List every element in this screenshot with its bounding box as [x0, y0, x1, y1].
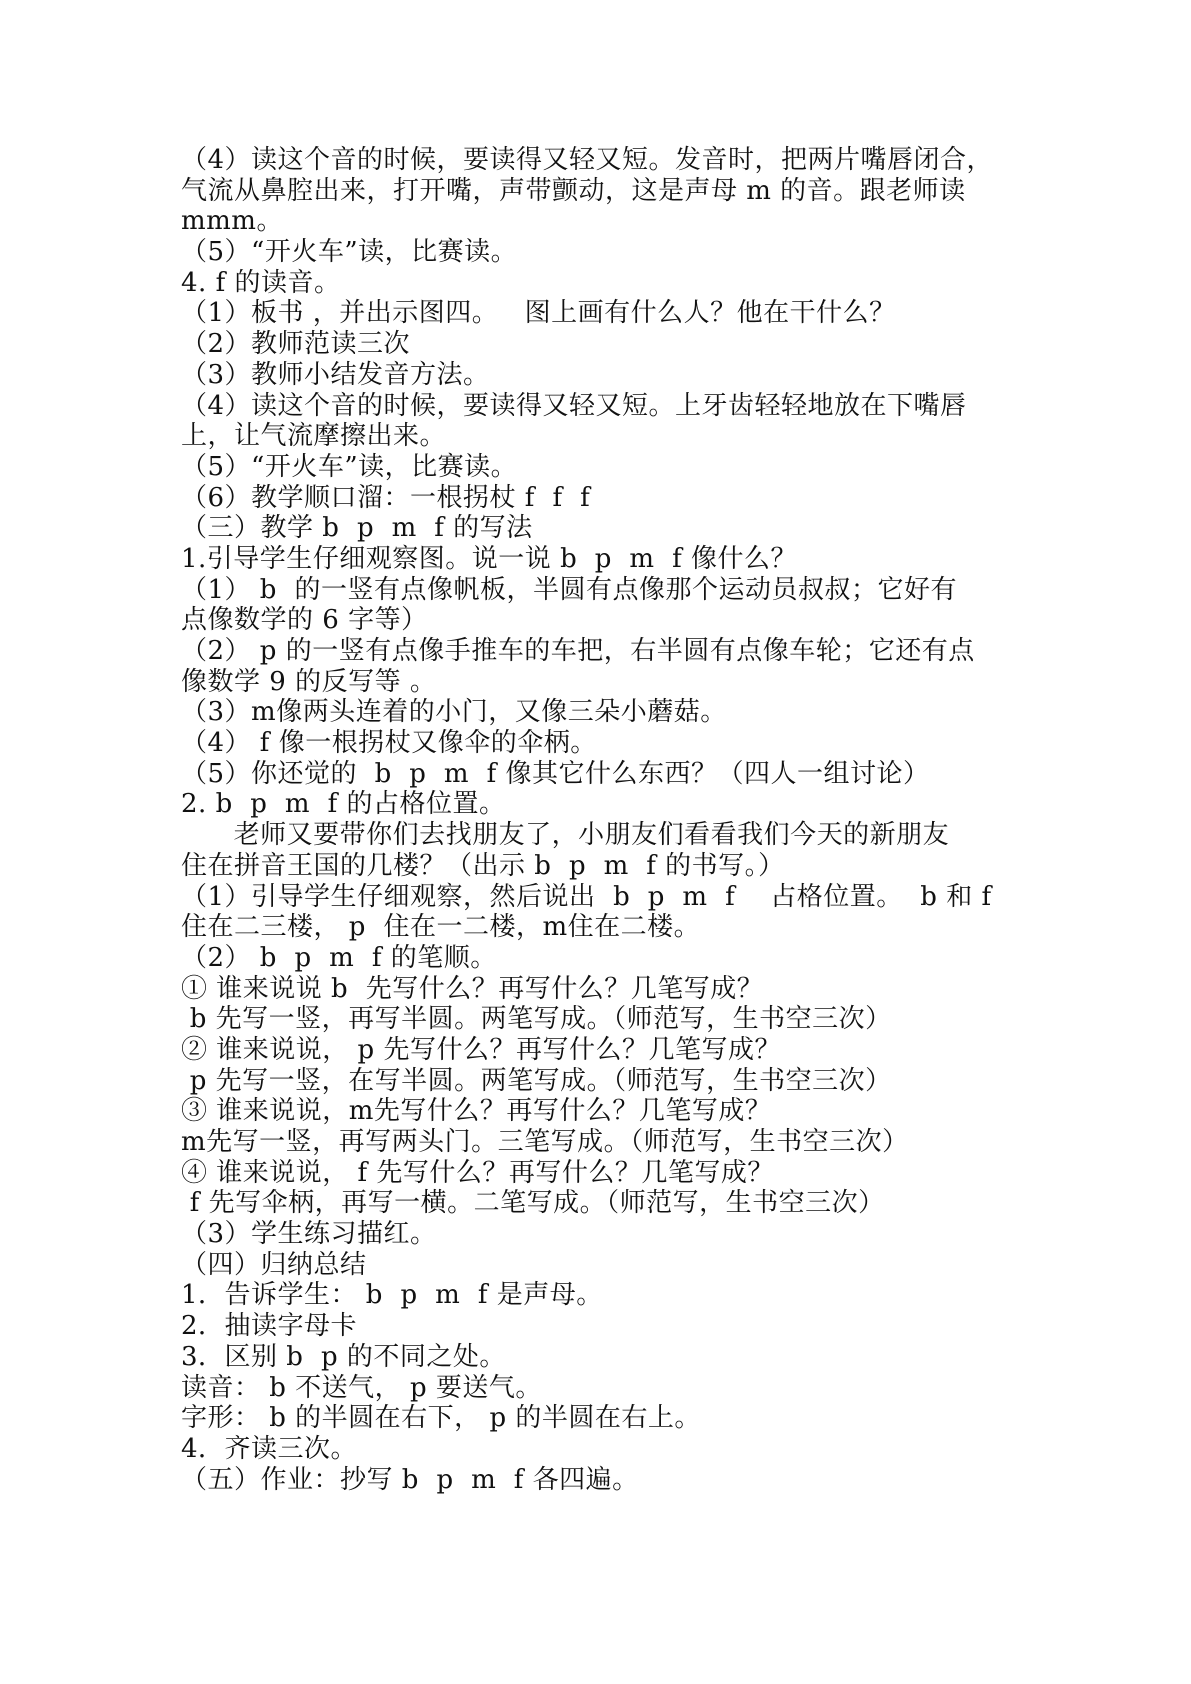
text-line: （2） b p m f 的笔顺。 — [181, 942, 497, 973]
text-line: （3）教师小结发音方法。 — [181, 359, 490, 390]
text-line: 点像数学的 6 字等） — [181, 605, 428, 636]
text-line: （5）“开火车”读，比赛读。 — [181, 237, 518, 268]
text-line: ① 谁来说说 b 先写什么？再写什么？几笔写成？ — [181, 973, 764, 1004]
text-line: （3）m像两头连着的小门，又像三朵小蘑菇。 — [181, 697, 727, 728]
text-line: 上，让气流摩擦出来。 — [181, 421, 447, 452]
text-line: （2）教师范读三次 — [181, 329, 411, 360]
text-line: 1.引导学生仔细观察图。说一说 b p m f 像什么？ — [181, 543, 797, 574]
text-line: （4） f 像一根拐杖又像伞的伞柄。 — [181, 728, 597, 759]
text-line: 老师又要带你们去找朋友了，小朋友们看看我们今天的新朋友 — [181, 820, 950, 851]
text-line: （4）读这个音的时候，要读得又轻又短。上牙齿轻轻地放在下嘴唇 — [181, 390, 967, 421]
text-line: 3．区别 b p 的不同之处。 — [181, 1341, 506, 1372]
text-line: p 先写一竖，在写半圆。两笔写成。（师范写，生书空三次） — [181, 1065, 892, 1096]
text-line: m先写一竖，再写两头门。三笔写成。（师范写，生书空三次） — [181, 1127, 909, 1157]
text-line: 读音： b 不送气， p 要送气。 — [181, 1372, 542, 1403]
text-line: b 先写一竖，再写半圆。两笔写成。（师范写，生书空三次） — [181, 1004, 892, 1035]
text-line: 住在拼音王国的几楼？（出示 b p m f 的书写。） — [181, 850, 785, 881]
text-line: ④ 谁来说说， f 先写什么？再写什么？几笔写成？ — [181, 1157, 774, 1188]
text-line: （6）教学顺口溜：一根拐杖 f f f — [181, 482, 591, 513]
text-line: （5）“开火车”读，比赛读。 — [181, 451, 518, 482]
text-line: 2．抽读字母卡 — [181, 1311, 358, 1342]
text-line: 4. f 的读音。 — [181, 267, 341, 298]
text-line: 住在二三楼， p 住在一二楼，m住在二楼。 — [181, 912, 701, 943]
text-line: f 先写伞柄，再写一横。二笔写成。（师范写，生书空三次） — [181, 1188, 885, 1219]
text-line: （四）归纳总结 — [181, 1249, 367, 1280]
text-line: （1）引导学生仔细观察，然后说出 b p m f 占格位置。 b 和 f — [181, 881, 992, 912]
text-line: （1）板书 ，并出示图四。 图上画有什么人？他在干什么？ — [181, 298, 896, 329]
text-line: 4．齐读三次。 — [181, 1433, 358, 1464]
text-line: （2） p 的一竖有点像手推车的车把，右半圆有点像车轮；它还有点 — [181, 636, 975, 666]
text-line: （4）读这个音的时候，要读得又轻又短。发音时，把两片嘴唇闭合， — [181, 145, 994, 175]
text-line: 像数学 9 的反写等 。 — [181, 666, 437, 697]
text-line: （三）教学 b p m f 的写法 — [181, 513, 533, 544]
text-line: （五）作业：抄写 b p m f 各四遍。 — [181, 1464, 639, 1495]
text-line: （5）你还觉的 b p m f 像其它什么东西？（四人一组讨论） — [181, 758, 930, 789]
text-line: 1．告诉学生： b p m f 是声母。 — [181, 1280, 603, 1311]
document-body — [181, 145, 1021, 1495]
text-line: 2. b p m f 的占格位置。 — [181, 789, 506, 820]
text-line: （3）学生练习描红。 — [181, 1219, 437, 1250]
text-line: mmm。 — [181, 206, 283, 237]
text-line: ② 谁来说说， p 先写什么？再写什么？几笔写成？ — [181, 1034, 781, 1065]
text-line: 字形： b 的半圆在右下， p 的半圆在右上。 — [181, 1403, 701, 1434]
text-line: （1） b 的一竖有点像帆板，半圆有点像那个运动员叔叔；它好有 — [181, 574, 957, 605]
text-line: ③ 谁来说说，m先写什么？再写什么？几笔写成？ — [181, 1096, 772, 1127]
text-line: 气流从鼻腔出来，打开嘴，声带颤动，这是声母 m 的音。跟老师读 — [181, 175, 966, 206]
